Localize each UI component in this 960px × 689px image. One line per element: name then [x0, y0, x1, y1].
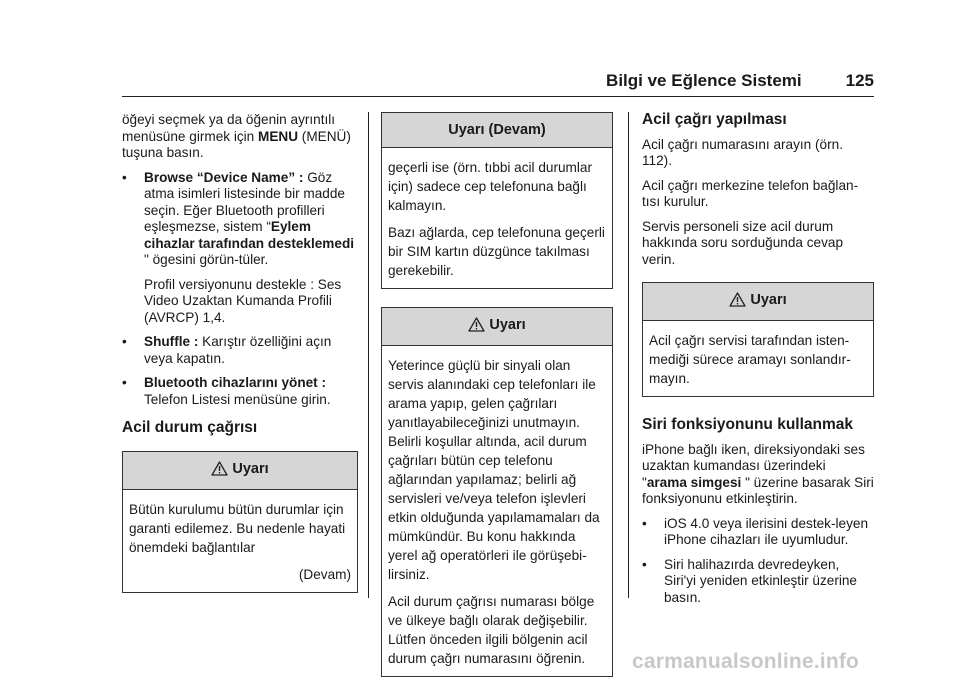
- warning-text: Yeterince güçlü bir sinyali olan servis alanındaki cep telefonları ile arama yapıp, gelen çağrıları yanıtlayabileceğinizi unutmayın. Belirli koşullar altında, acil durum çağrıları bütün cep telefonu ağlarından yapılamaz; belirli ağ servisleri ve/veya telefon işlevleri etkin olduğunda yapılamamaları da mümkündür. Bu konu hakkında yerel ağ operatörleri ile görüşebi-lirsiniz.: [388, 358, 600, 582]
- section-heading-emergency-call: Acil çağrı yapılması: [642, 111, 787, 128]
- bullet-icon: •: [122, 334, 127, 349]
- warning-icon: [211, 461, 228, 481]
- profile-support-text: Profil versiyonunu destekle : Ses Video Uzaktan Kumanda Profili (AVRCP) 1,4.: [144, 276, 342, 325]
- continued-label: (Devam): [298, 566, 351, 582]
- page-number: 125: [845, 71, 874, 90]
- paragraph: iPhone bağlı iken, direksiyondaki ses uzaktan kumandası üzerindeki "arama simgesi " üzerine basarak Siri fonksiyonunu etkinleştirin.: [642, 441, 874, 506]
- menu-key-label: MENU: [258, 128, 299, 144]
- watermark: carmanualsonline.info: [632, 650, 860, 673]
- call-symbol-label: arama simgesi: [646, 474, 742, 490]
- warning-title: Uyarı: [232, 460, 269, 477]
- warning-icon: [729, 292, 746, 312]
- bullet-icon: •: [642, 556, 647, 572]
- section-heading-emergency: Acil durum çağrısı: [122, 419, 258, 436]
- bullet-icon: •: [122, 169, 127, 185]
- warning-icon: [468, 317, 485, 337]
- list-item: • Siri halihazırda devredeyken, Siri'yi yeniden etkinleştir üzerine basın.: [642, 556, 857, 605]
- warning-text: Bütün kurulumu bütün durumlar için garanti edilemez. Bu nedenle hayati önemdeki bağlantılar: [129, 501, 346, 555]
- page-header: [122, 70, 874, 97]
- warning-text: Acil durum çağrısı numarası bölge ve ülkeye bağlı olarak değişebilir. Lütfen önceden ilgili bölgenin acil durum çağrı numarasını öğrenin.: [388, 594, 595, 666]
- section-heading-siri: Siri fonksiyonunu kullanmak: [642, 416, 854, 433]
- warning-box-network: [381, 307, 613, 677]
- warning-title: Uyarı: [489, 317, 526, 333]
- column-3: [642, 112, 874, 614]
- column-divider-2: [628, 112, 629, 598]
- warning-text: Acil çağrı servisi tarafından isten-mediği sürece aramayı sonlandır-mayın.: [649, 333, 851, 386]
- warning-text: Bazı ağlarda, cep telefonuna geçerli bir SIM kartın düzgünce takılması gerekebilir.: [388, 225, 605, 278]
- warning-box: [642, 282, 874, 397]
- paragraph: Acil çağrı merkezine telefon bağlan-tısı kurulur.: [642, 177, 859, 209]
- warning-box: [122, 451, 358, 593]
- warning-title: Uyarı: [750, 292, 787, 308]
- list-item: • iOS 4.0 veya ilerisini destek-leyen iPhone cihazları ile uyumludur.: [642, 515, 868, 547]
- list-item-manage-devices: • Bluetooth cihazlarını yönet : Telefon Listesi menüsüne girin.: [122, 375, 331, 407]
- paragraph: Servis personeli size acil durum hakkında soru sorduğunda cevap verin.: [642, 218, 844, 267]
- paragraph: Acil çağrı numarasını arayın (örn. 112).: [642, 136, 843, 168]
- warning-box-header: [643, 283, 873, 321]
- column-divider-1: [368, 112, 369, 598]
- warning-box-header: [123, 452, 357, 490]
- column-2: [381, 112, 613, 689]
- warning-box-header: [382, 308, 612, 346]
- warning-box-header: Uyarı (Devam): [382, 113, 612, 148]
- warning-box-continued: [381, 112, 613, 289]
- list-item-browse: • Browse “Device Name” : Göz atma isimleri listesinde bir madde seçin. Eğer Bluetooth profilleri eşleşmezse, sistem “Eylem cihazlar tarafından desteklemedi " ögesini görün-tüler.: [122, 169, 355, 267]
- bullet-icon: •: [642, 515, 647, 531]
- intro-paragraph: öğeyi seçmek ya da öğenin ayrıntılı menüsüne girmek için MENU (MENÜ) tuşuna basın.: [122, 112, 351, 160]
- header-title: Bilgi ve Eğlence Sistemi: [606, 71, 802, 90]
- bullet-icon: •: [122, 375, 127, 390]
- column-1: [122, 112, 358, 605]
- list-item-shuffle: • Shuffle : Karıştır özelliğini açın veya kapatın.: [122, 334, 332, 366]
- warning-text: geçerli ise (örn. tıbbi acil durumlar için) sadece cep telefonuna bağlı kalmayın.: [388, 160, 592, 213]
